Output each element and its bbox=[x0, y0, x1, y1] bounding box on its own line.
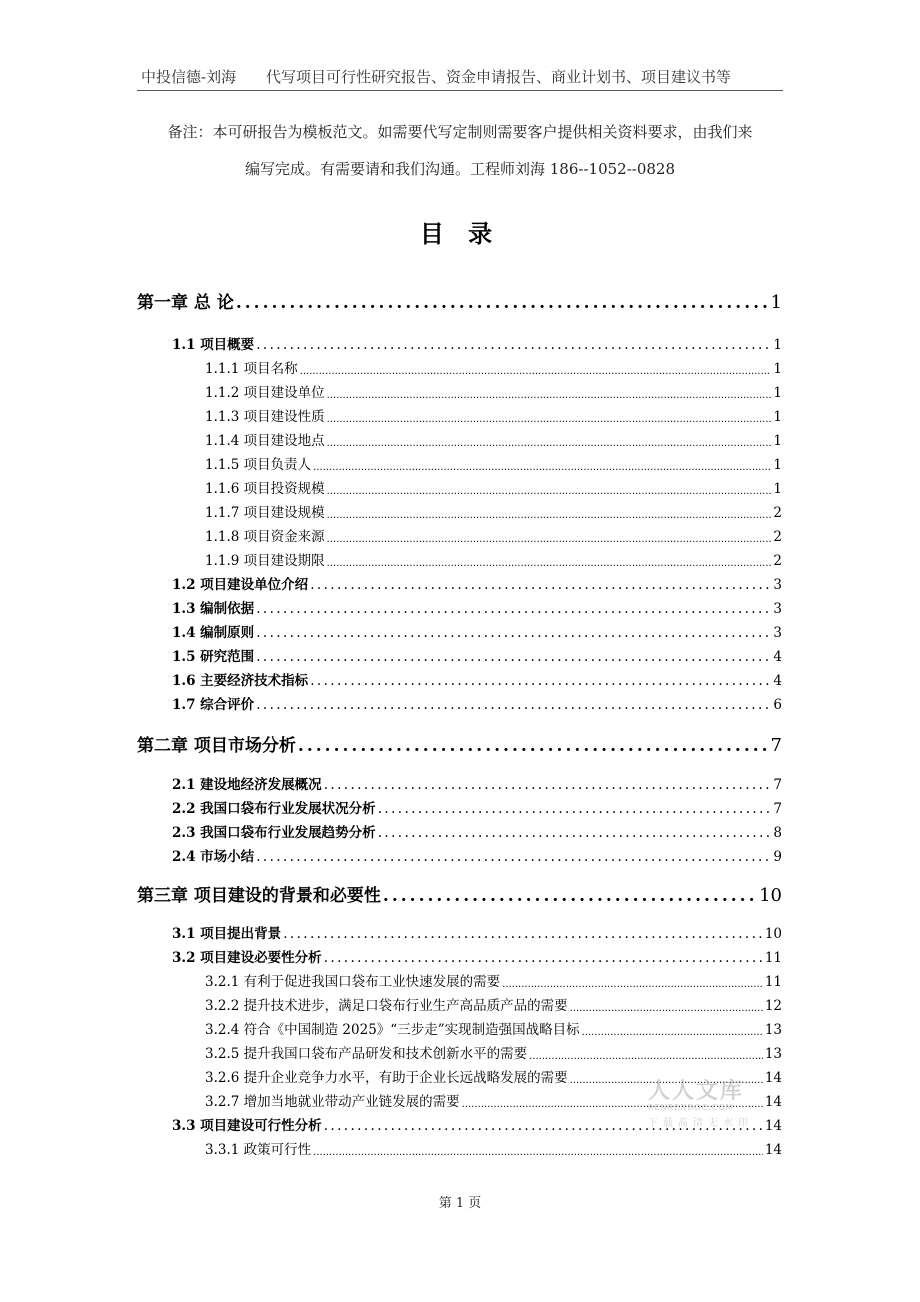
page-number: 第 1 页 bbox=[438, 1196, 482, 1211]
toc-entry-title: 3.2.5 提升我国口袋布产品研发和技术创新水平的需要 bbox=[205, 1046, 528, 1062]
toc-subsection-entry[interactable] bbox=[205, 970, 782, 990]
header-divider bbox=[137, 90, 783, 91]
toc-section-entry[interactable] bbox=[172, 597, 782, 617]
toc-entry-title: 1.1.1 项目名称 bbox=[205, 361, 298, 377]
toc-entry-title: 1.1.4 项目建设地点 bbox=[205, 433, 325, 449]
toc-entry-title: 3.2.2 提升技术进步，满足口袋布行业生产高品质产品的需要 bbox=[205, 998, 568, 1014]
toc-entry-page: 2 bbox=[773, 505, 782, 521]
toc-entry-page: 7 bbox=[773, 801, 782, 817]
toc-leader-dots bbox=[236, 293, 769, 313]
toc-entry-page: 11 bbox=[764, 950, 782, 966]
toc-leader-dots bbox=[324, 777, 772, 793]
toc-entry-title: 3.2 项目建设必要性分析 bbox=[172, 950, 322, 966]
toc-entry-page: 10 bbox=[759, 885, 782, 906]
toc-entry-title: 1.6 主要经济技术指标 bbox=[172, 673, 309, 689]
toc-entry-title: 1.1 项目概要 bbox=[172, 337, 255, 353]
toc-entry-page: 4 bbox=[773, 673, 782, 689]
toc-subsection-entry[interactable] bbox=[205, 381, 782, 401]
toc-leader-dots bbox=[313, 462, 771, 473]
toc-entry-title: 3.3.1 政策可行性 bbox=[205, 1142, 312, 1158]
toc-entry-title: 3.2.4 符合《中国制造 2025》“三步走”实现制造强国战略目标 bbox=[205, 1022, 580, 1038]
toc-subsection-entry[interactable] bbox=[205, 525, 782, 545]
watermark-brand: 人人文库 bbox=[648, 1079, 745, 1104]
toc-entry-page: 10 bbox=[764, 926, 782, 942]
toc-entry-title: 第二章 项目市场分析 bbox=[137, 736, 296, 756]
toc-entry-page: 2 bbox=[773, 553, 782, 569]
toc-entry-title: 3.2.7 增加当地就业带动产业链发展的需要 bbox=[205, 1094, 460, 1110]
toc-entry-title: 1.1.9 项目建设期限 bbox=[205, 553, 325, 569]
toc-entry-title: 3.2.6 提升企业竞争力水平，有助于企业长远战略发展的需要 bbox=[205, 1070, 568, 1086]
toc-subsection-entry[interactable] bbox=[205, 994, 782, 1014]
toc-leader-dots bbox=[256, 849, 771, 865]
toc-entry-title: 2.3 我国口袋布行业发展趋势分析 bbox=[172, 825, 376, 841]
toc-entry-page: 7 bbox=[773, 777, 782, 793]
toc-leader-dots bbox=[283, 926, 763, 942]
toc-leader-dots bbox=[502, 979, 763, 990]
toc-entry-title: 第三章 项目建设的背景和必要性 bbox=[137, 886, 381, 906]
toc-section-entry[interactable] bbox=[172, 645, 782, 665]
toc-subsection-entry[interactable] bbox=[205, 549, 782, 569]
toc-subsection-entry[interactable] bbox=[205, 453, 782, 473]
toc-leader-dots bbox=[327, 534, 772, 545]
toc-entry-page: 14 bbox=[764, 1070, 782, 1086]
toc-entry-title: 1.1.7 项目建设规模 bbox=[205, 505, 325, 521]
toc-entry-page: 14 bbox=[764, 1094, 782, 1110]
toc-entry-title: 2.4 市场小结 bbox=[172, 849, 255, 865]
toc-entry-title: 3.2.1 有利于促进我国口袋布工业快速发展的需要 bbox=[205, 974, 501, 990]
toc-section-entry[interactable] bbox=[172, 773, 782, 793]
toc-entry-page: 4 bbox=[773, 649, 782, 665]
toc-entry-page: 14 bbox=[764, 1142, 782, 1158]
toc-entry-title: 1.5 研究范围 bbox=[172, 649, 255, 665]
toc-chapter-entry[interactable] bbox=[137, 287, 782, 313]
toc-leader-dots bbox=[300, 366, 772, 377]
toc-entry-page: 8 bbox=[773, 825, 782, 841]
toc-entry-title: 1.1.2 项目建设单位 bbox=[205, 385, 325, 401]
toc-leader-dots bbox=[582, 1027, 763, 1038]
toc-entry-title: 1.1.6 项目投资规模 bbox=[205, 481, 325, 497]
toc-leader-dots bbox=[378, 825, 772, 841]
toc-leader-dots bbox=[313, 1147, 763, 1158]
note-line-1: 备注：本可研报告为模板范文。如需要代写定制则需要客户提供相关资料要求，由我们来 bbox=[167, 123, 753, 141]
toc-entry-title: 3.1 项目提出背景 bbox=[172, 926, 282, 942]
toc-entry-title: 2.2 我国口袋布行业发展状况分析 bbox=[172, 801, 376, 817]
toc-section-entry[interactable] bbox=[172, 946, 782, 966]
toc-entry-page: 13 bbox=[764, 1022, 782, 1038]
toc-section-entry[interactable] bbox=[172, 845, 782, 865]
toc-leader-dots bbox=[570, 1003, 763, 1014]
toc-entry-page: 13 bbox=[764, 1046, 782, 1062]
toc-leader-dots bbox=[324, 950, 763, 966]
toc-entry-title: 1.7 综合评价 bbox=[172, 697, 255, 713]
toc-subsection-entry[interactable] bbox=[205, 405, 782, 425]
toc-section-entry[interactable] bbox=[172, 693, 782, 713]
toc-section-entry[interactable] bbox=[172, 922, 782, 942]
toc-leader-dots bbox=[256, 601, 771, 617]
toc-entry-page: 1 bbox=[773, 337, 782, 353]
toc-section-entry[interactable] bbox=[172, 821, 782, 841]
toc-entry-page: 3 bbox=[773, 625, 782, 641]
toc-entry-title: 1.1.5 项目负责人 bbox=[205, 457, 312, 473]
toc-subsection-entry[interactable] bbox=[205, 1138, 782, 1158]
toc-leader-dots bbox=[529, 1051, 763, 1062]
watermark-tagline: 下载高清无水印 bbox=[648, 1118, 753, 1129]
toc-subsection-entry[interactable] bbox=[205, 429, 782, 449]
toc-entry-page: 1 bbox=[773, 433, 782, 449]
toc-section-entry[interactable] bbox=[172, 669, 782, 689]
toc-entry-page: 14 bbox=[764, 1118, 782, 1134]
toc-entry-page: 2 bbox=[773, 529, 782, 545]
toc-chapter-entry[interactable] bbox=[137, 880, 782, 906]
watermark-logo bbox=[648, 1074, 778, 1134]
toc-subsection-entry[interactable] bbox=[205, 1018, 782, 1038]
toc-subsection-entry[interactable] bbox=[205, 1042, 782, 1062]
toc-leader-dots bbox=[327, 510, 772, 521]
toc-leader-dots bbox=[327, 414, 772, 425]
toc-entry-title: 1.1.3 项目建设性质 bbox=[205, 409, 325, 425]
toc-entry-title: 2.1 建设地经济发展概况 bbox=[172, 777, 322, 793]
toc-leader-dots bbox=[256, 337, 771, 353]
page-header bbox=[137, 66, 783, 88]
toc-leader-dots bbox=[256, 625, 771, 641]
toc-title: 目 录 bbox=[419, 219, 501, 248]
toc-entry-page: 9 bbox=[773, 849, 782, 865]
toc-entry-title: 3.3 项目建设可行性分析 bbox=[172, 1118, 322, 1134]
toc-entry-title: 1.4 编制原则 bbox=[172, 625, 255, 641]
toc-leader-dots bbox=[327, 390, 772, 401]
toc-entry-title: 1.2 项目建设单位介绍 bbox=[172, 577, 309, 593]
toc-leader-dots bbox=[310, 577, 771, 593]
toc-entry-page: 1 bbox=[773, 361, 782, 377]
toc-section-entry[interactable] bbox=[172, 333, 782, 353]
toc-section-entry[interactable] bbox=[172, 621, 782, 641]
toc-entry-page: 1 bbox=[773, 385, 782, 401]
toc-leader-dots bbox=[327, 438, 772, 449]
toc-leader-dots bbox=[310, 673, 771, 689]
toc-entry-page: 3 bbox=[773, 601, 782, 617]
toc-entry-page: 1 bbox=[770, 292, 782, 313]
toc-chapter-entry[interactable] bbox=[137, 730, 782, 756]
toc-section-entry[interactable] bbox=[172, 573, 782, 593]
toc-leader-dots bbox=[327, 558, 772, 569]
toc-entry-page: 1 bbox=[773, 409, 782, 425]
toc-entry-title: 第一章 总 论 bbox=[137, 293, 234, 313]
toc-entry-page: 6 bbox=[773, 697, 782, 713]
toc-leader-dots bbox=[256, 649, 771, 665]
toc-entry-page: 12 bbox=[764, 998, 782, 1014]
toc-leader-dots bbox=[256, 697, 771, 713]
toc-leader-dots bbox=[298, 736, 769, 756]
watermark-url: RENRENDOC.COM bbox=[648, 1103, 734, 1112]
note-line-2: 编写完成。有需要请和我们沟通。工程师刘海 186--1052--0828 bbox=[244, 160, 676, 178]
toc-entry-page: 1 bbox=[773, 481, 782, 497]
header-services: 代写项目可行性研究报告、资金申请报告、商业计划书、项目建议书等 bbox=[266, 68, 732, 86]
toc-entry-title: 1.3 编制依据 bbox=[172, 601, 255, 617]
toc-section-entry[interactable] bbox=[172, 797, 782, 817]
toc-entry-page: 1 bbox=[773, 457, 782, 473]
toc-entry-page: 11 bbox=[764, 974, 782, 990]
header-author: 中投信德-刘海 bbox=[141, 68, 237, 86]
toc-subsection-entry[interactable] bbox=[205, 501, 782, 521]
toc-entry-page: 7 bbox=[770, 735, 782, 756]
toc-leader-dots bbox=[383, 886, 757, 906]
toc-entry-page: 3 bbox=[773, 577, 782, 593]
toc-entry-title: 1.1.8 项目资金来源 bbox=[205, 529, 325, 545]
toc-subsection-entry[interactable] bbox=[205, 357, 782, 377]
toc-leader-dots bbox=[327, 486, 772, 497]
toc-leader-dots bbox=[378, 801, 772, 817]
toc-subsection-entry[interactable] bbox=[205, 477, 782, 497]
